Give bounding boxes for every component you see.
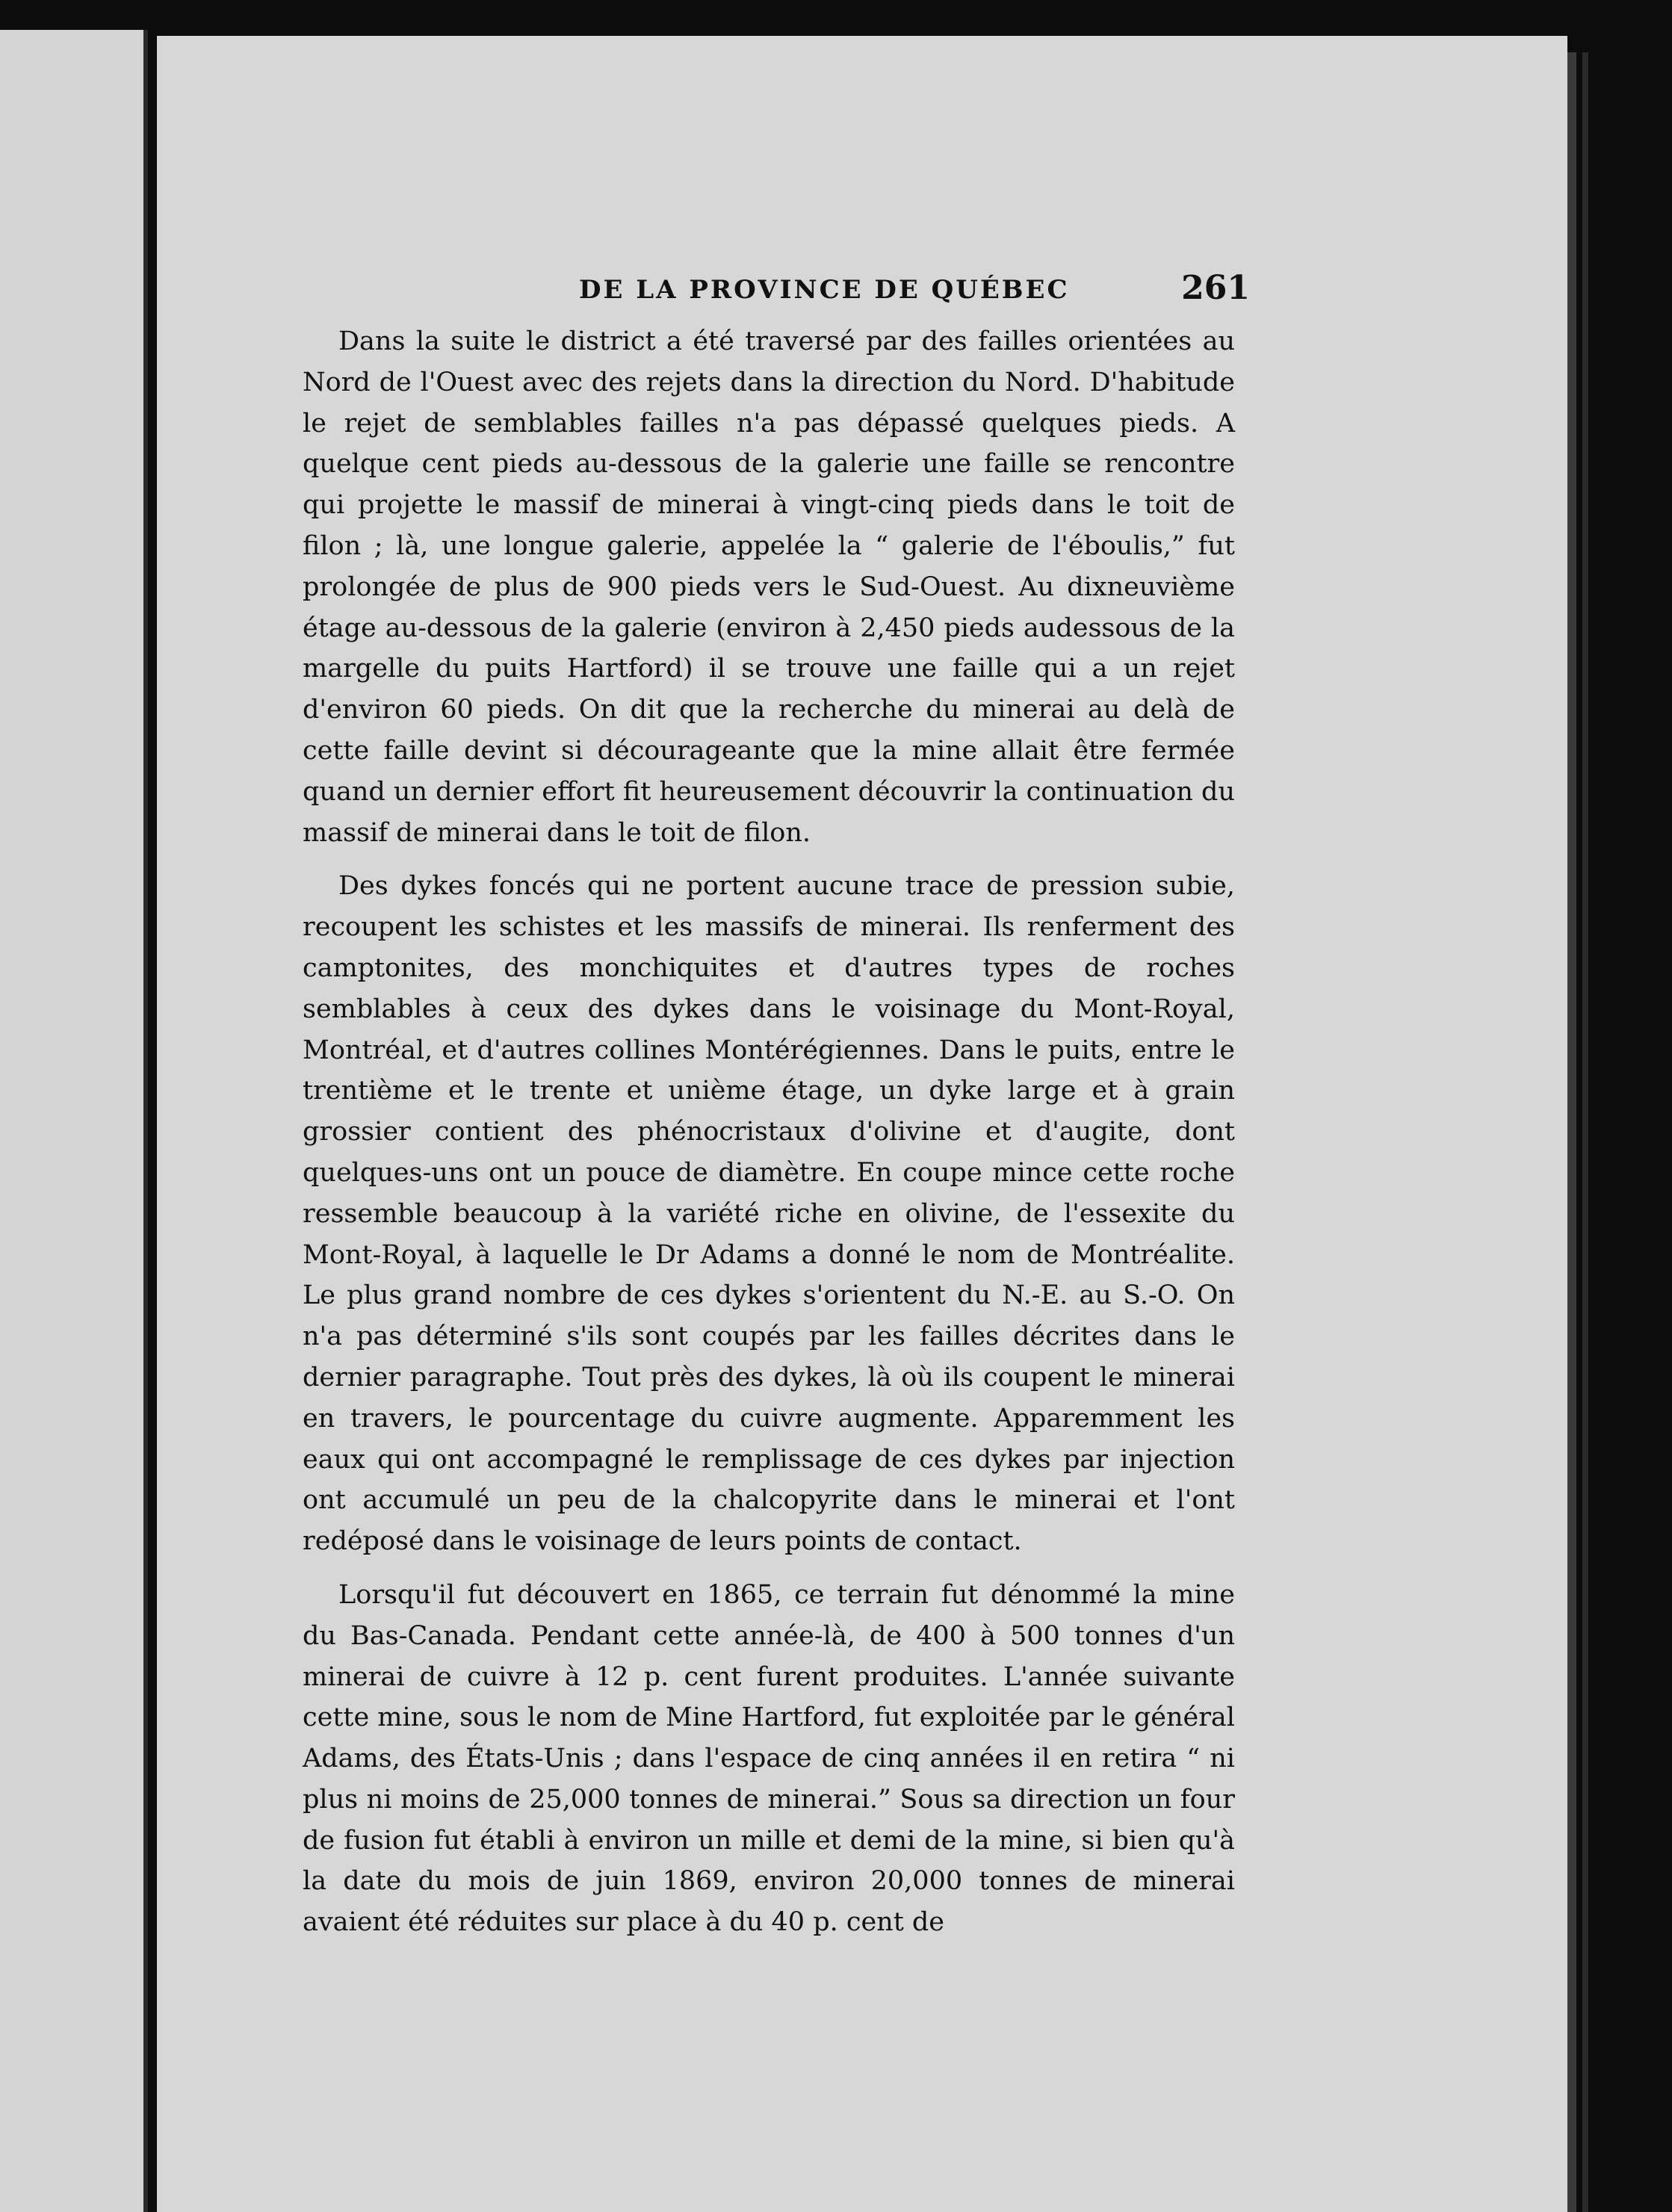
page-number: 261 — [1181, 269, 1250, 307]
previous-page-edge — [0, 30, 143, 2212]
paragraph-dykes: Des dykes foncés qui ne portent aucune trace de pression subie, recoupent les schistes et les massifs de minerai. Ils renferment des camptonites, des monchiquites et d'autres types de roches semblables à ceux des dykes dans le voisinage du Mont-Royal, Montréal, et d'autres collines Montérégiennes. Dans le puits, entre le trentième et le trente et unième étage, un dyke large et à grain grossier contient des phénocristaux d'olivine et d'augite, dont quelques-uns ont un pouce de diamètre. En coupe mince cette roche ressemble beaucoup à la variété riche en olivine, de l'essexite du Mont-Royal, à laquelle le Dr Adams a donné le nom de Montréalite. Le plus grand nombre de ces dykes s'orientent du N.-E. au S.-O. On n'a pas déterminé s'ils sont coupés par les failles décrites dans le dernier paragraphe. Tout près des dykes, là où ils coupent le minerai en travers, le pourcentage du cuivre augmente. Apparemment les eaux qui ont accompagné le remplissage de ces dykes par injection ont accumulé un peu de la chalcopyrite dans le minerai et l'ont redéposé dans le voisinage de leurs points de contact. — [303, 871, 1235, 1557]
running-head: DE LA PROVINCE DE QUÉBEC — [579, 275, 1070, 305]
paragraph-history: Lorsqu'il fut découvert en 1865, ce terrain fut dénommé la mine du Bas-Canada. Pendant cette année-là, de 400 à 500 tonnes d'un minerai de cuivre à 12 p. cent furent produites. L'année suivante cette mine, sous le nom de Mine Hartford, fut exploitée par le général Adams, des États-Unis ; dans l'espace de cinq années il en retira “ ni plus ni moins de 25,000 tonnes de minerai.” Sous sa direction un four de fusion fut établi à environ un mille et demi de la mine, si bien qu'à la date du mois de juin 1869, environ 20,000 tonnes de minerai avaient été réduites sur place à du 40 p. cent de — [303, 1579, 1235, 1938]
page-stack-edge-outer — [1582, 52, 1588, 2212]
book-gutter — [143, 30, 148, 2212]
page-stack-edge — [1567, 52, 1576, 2212]
page-body — [303, 321, 1235, 1956]
page-header — [303, 269, 1250, 314]
paragraph-faults: Dans la suite le district a été traversé par des failles orientées au Nord de l'Ouest avec des rejets dans la direction du Nord. D'habitude le rejet de semblables failles n'a pas dépassé quelques pieds. A quelque cent pieds au-dessous de la galerie une faille se rencontre qui projette le massif de minerai à vingt-cinq pieds dans le toit de filon ; là, une longue galerie, appelée la “ galerie de l'éboulis,” fut prolongée de plus de 900 pieds vers le Sud-Ouest. Au dixneuvième étage au-dessous de la galerie (environ à 2,450 pieds audessous de la margelle du puits Hartford) il se trouve une faille qui a un rejet d'environ 60 pieds. On dit que la recherche du minerai au delà de cette faille devint si décourageante que la mine allait être fermée quand un dernier effort fit heureusement découvrir la continuation du massif de minerai dans le toit de filon. — [303, 326, 1235, 848]
